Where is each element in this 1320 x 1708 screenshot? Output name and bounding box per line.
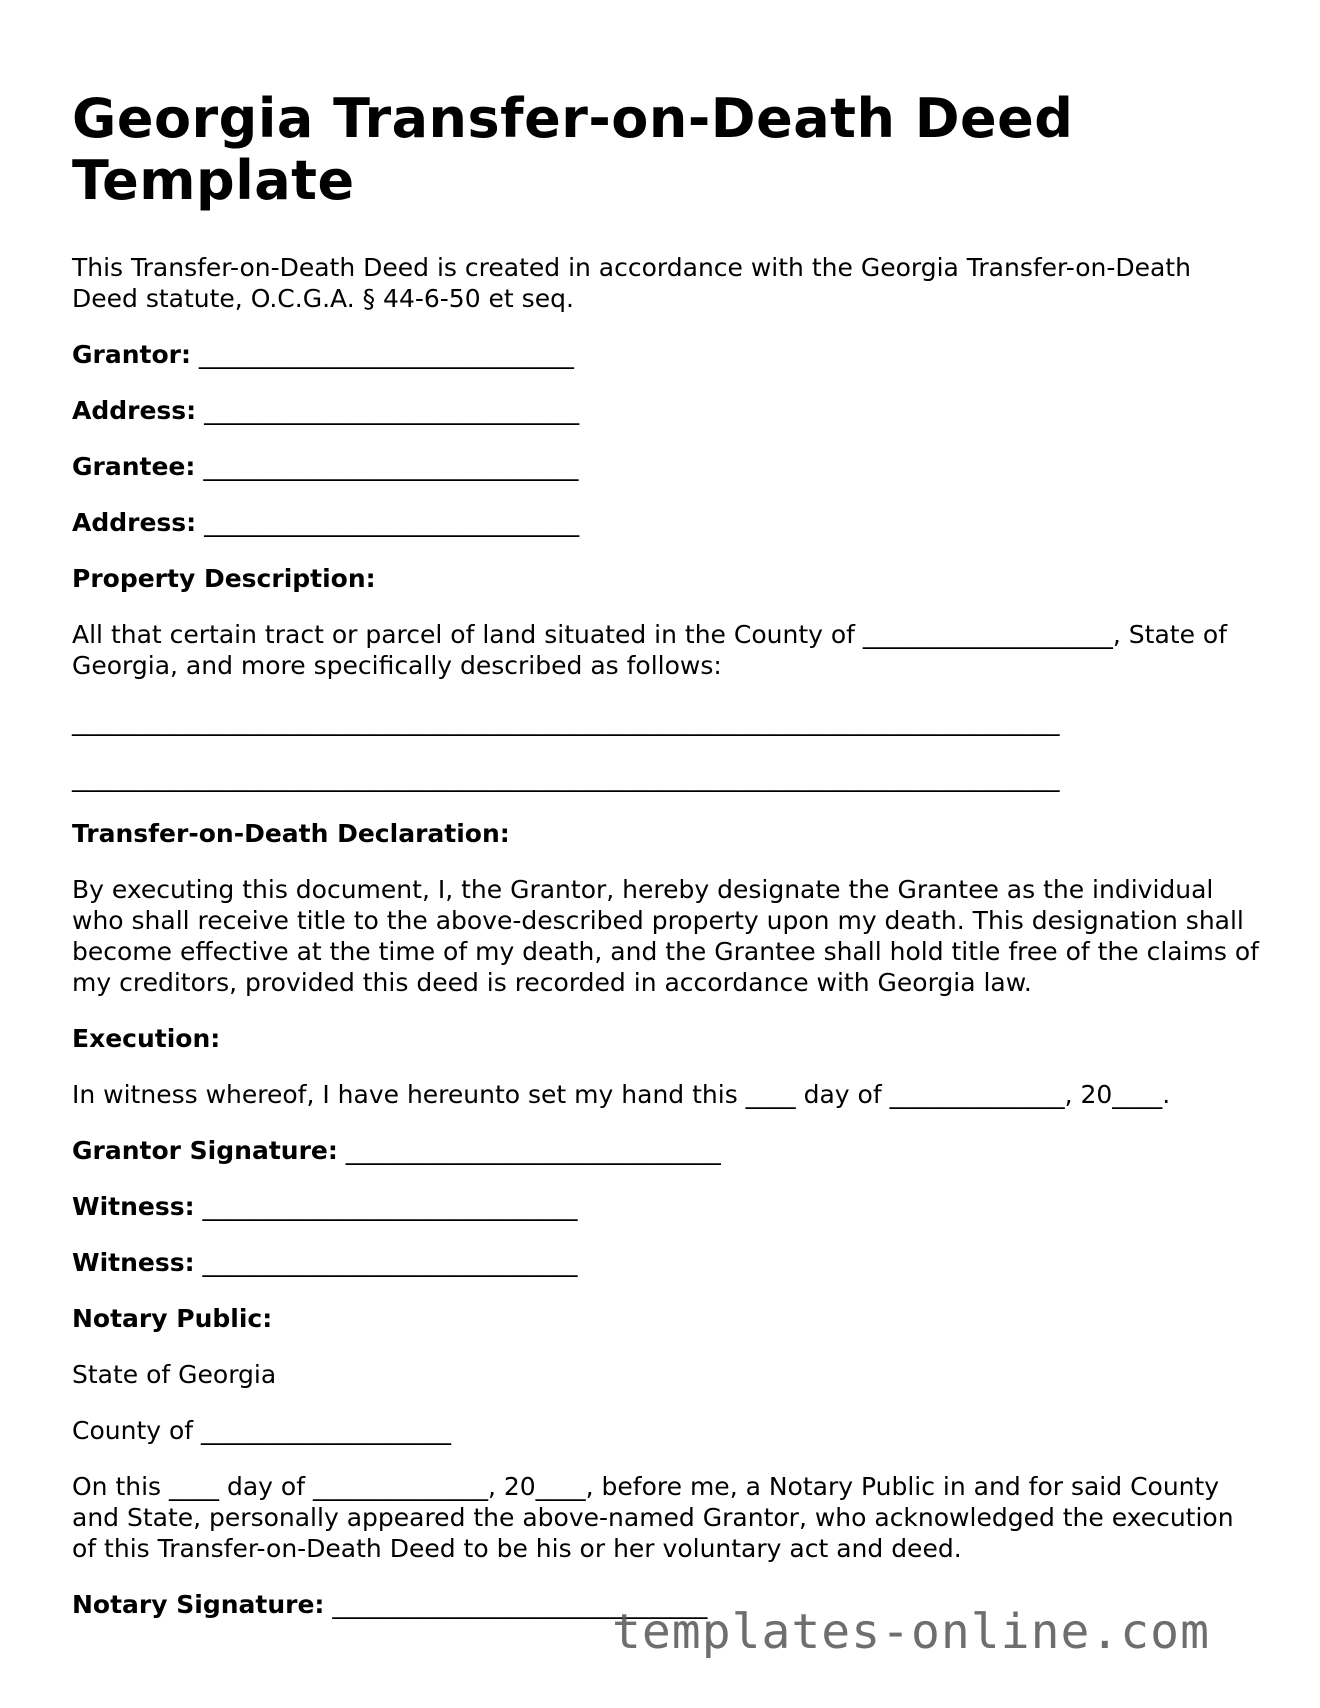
property-description-line-2[interactable]: _______________________________________________________________________________ xyxy=(72,763,1060,792)
grantor-field xyxy=(72,339,1262,370)
intro-paragraph: This Transfer-on-Death Deed is created in accordance with the Georgia Transfer-on-Death Deed statute, O.C.G.A. § 44-6-50 et seq. xyxy=(72,253,1199,313)
grantor-address-label: Address: xyxy=(72,396,197,425)
grantor-label: Grantor: xyxy=(72,340,191,369)
document-title: Georgia Transfer-on-Death Deed Template xyxy=(72,87,1074,212)
watermark: templates-online.com xyxy=(612,1604,1210,1660)
property-description-heading: Property Description: xyxy=(72,564,376,593)
grantee-address-label: Address: xyxy=(72,508,197,537)
notary-county: County of ____________________ xyxy=(72,1416,452,1445)
grantor-address-blank[interactable]: ______________________________ xyxy=(196,396,580,425)
witness-label-1: Witness: xyxy=(72,1192,195,1221)
notary-heading: Notary Public: xyxy=(72,1304,273,1333)
witness-blank-2[interactable]: ______________________________ xyxy=(194,1248,578,1277)
grantor-signature-label: Grantor Signature: xyxy=(72,1136,338,1165)
grantor-signature-field xyxy=(72,1135,1262,1166)
property-description-text: All that certain tract or parcel of land situated in the County of ____________________, State of Georgia, and more specifically described as follows: xyxy=(72,620,1235,680)
property-description-line-1[interactable]: _______________________________________________________________________________ xyxy=(72,707,1060,736)
notary-state: State of Georgia xyxy=(72,1360,277,1389)
execution-text: In witness whereof, I have hereunto set my hand this ____ day of ______________, 20____. xyxy=(72,1080,1171,1109)
grantee-label: Grantee: xyxy=(72,452,196,481)
declaration-text: By executing this document, I, the Grantor, hereby designate the Grantee as the individual who shall receive title to the above-described property upon my death. This designation shall become effective at the time of my death, and the Grantee shall hold title free of the claims of my creditors, provided this deed is recorded in accordance with Georgia law. xyxy=(72,875,1267,997)
grantee-address-blank[interactable]: ______________________________ xyxy=(196,508,580,537)
witness-field-1 xyxy=(72,1191,1262,1222)
grantor-address-field xyxy=(72,395,1262,426)
document-page xyxy=(72,87,1267,1645)
grantee-field xyxy=(72,451,1262,482)
grantee-address-field xyxy=(72,507,1262,538)
grantee-blank[interactable]: ______________________________ xyxy=(195,452,579,481)
declaration-heading: Transfer-on-Death Declaration: xyxy=(72,819,510,848)
witness-label-2: Witness: xyxy=(72,1248,195,1277)
notary-acknowledgment-text: On this ____ day of ______________, 20____, before me, a Notary Public in and for said County and State, personally appeared the above-named Grantor, who acknowledged the execution of this Transfer-on-Death Deed to be his or her voluntary act and deed. xyxy=(72,1472,1242,1563)
grantor-blank[interactable]: ______________________________ xyxy=(190,340,574,369)
execution-heading: Execution: xyxy=(72,1024,221,1053)
notary-signature-label: Notary Signature: xyxy=(72,1590,325,1619)
grantor-signature-blank[interactable]: ______________________________ xyxy=(337,1136,721,1165)
notary-signature-blank[interactable]: ______________________________ xyxy=(324,1590,708,1619)
witness-field-2 xyxy=(72,1247,1262,1278)
witness-blank-1[interactable]: ______________________________ xyxy=(194,1192,578,1221)
